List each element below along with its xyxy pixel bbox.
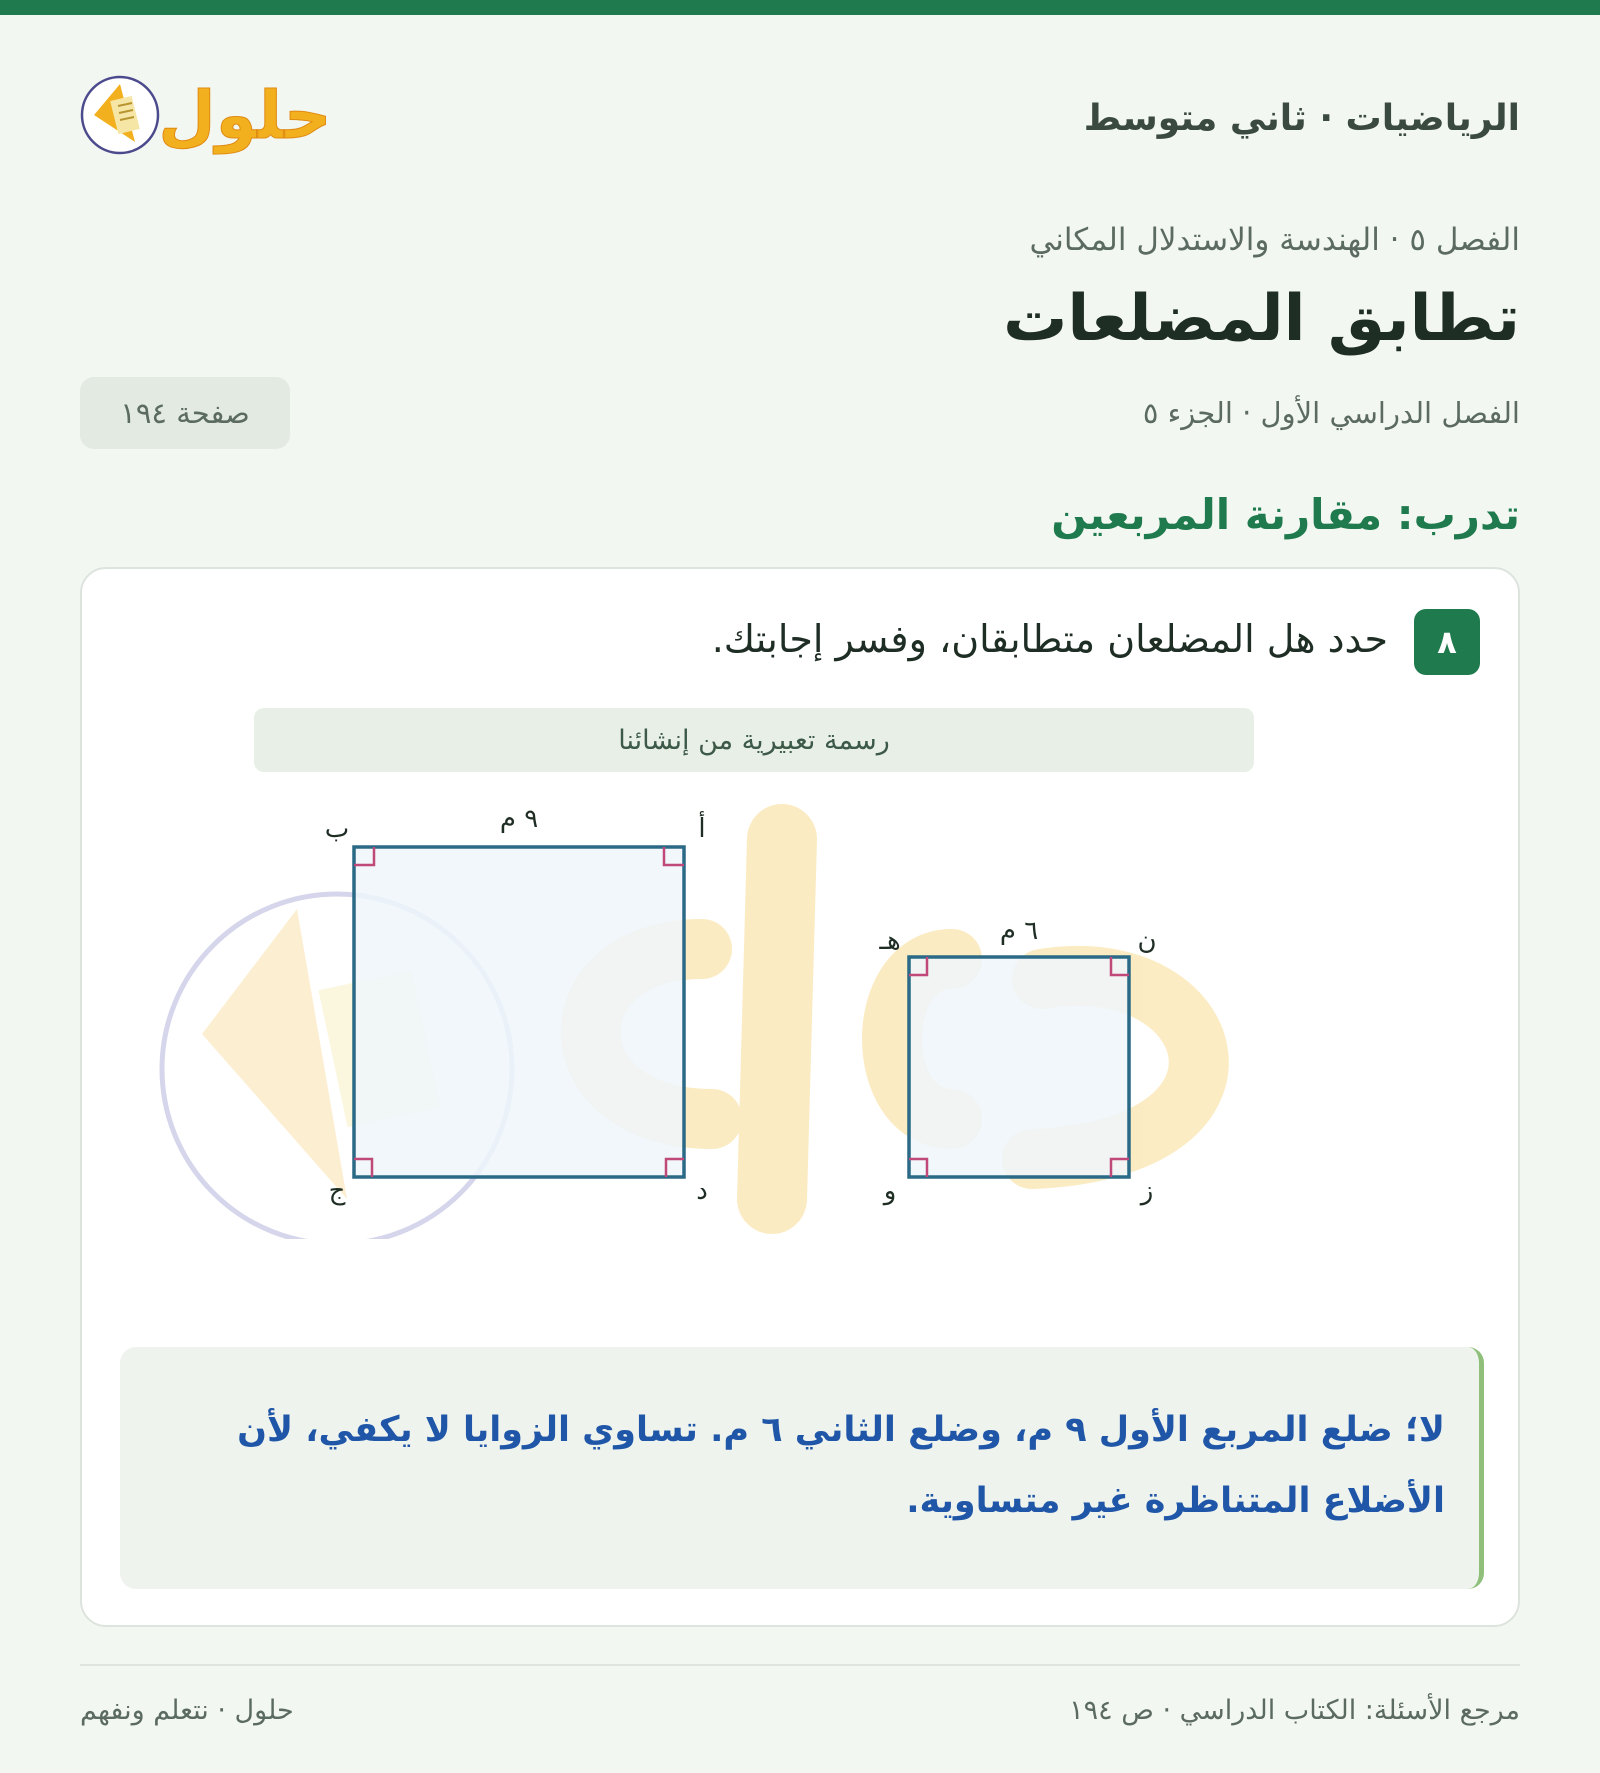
vertex-noon: ن <box>1137 926 1157 956</box>
subject-label: الرياضيات · ثاني متوسط <box>1083 98 1520 139</box>
illustration-note: رسمة تعبيرية من إنشائنا <box>254 708 1254 772</box>
side-label-9m: ٩ م <box>499 804 539 834</box>
page-badge: صفحة ١٩٤ <box>80 377 290 449</box>
squares-figure <box>82 799 1520 1239</box>
vertex-ha: هـ <box>879 926 901 956</box>
page-header <box>80 70 1520 180</box>
svg-text:حلول: حلول <box>158 77 332 154</box>
vertex-waw: و <box>883 1176 897 1206</box>
footer-brand: حلول · نتعلم ونفهم <box>80 1695 294 1726</box>
footer-divider <box>80 1664 1520 1666</box>
semester-label: الفصل الدراسي الأول · الجزء ٥ <box>1142 396 1520 430</box>
footer-reference: مرجع الأسئلة: الكتاب الدراسي · ص ١٩٤ <box>1069 1695 1520 1726</box>
square-nhwz <box>878 916 1156 1206</box>
vertex-alef: أ <box>698 814 706 844</box>
square-abcd <box>325 804 708 1206</box>
vertex-jeem: ج <box>328 1176 346 1206</box>
answer-text: لا؛ ضلع المربع الأول ٩ م، وضلع الثاني ٦ م. تساوي الزوايا لا يكفي، لأن الأضلاع المتناظرة غير متساوية. <box>237 1410 1445 1521</box>
lesson-title: تطابق المضلعات <box>1003 282 1520 356</box>
answer-box <box>120 1347 1484 1589</box>
hulul-logo[interactable] <box>80 70 370 180</box>
vertex-dal: د <box>696 1176 708 1206</box>
side-label-6m: ٦ م <box>999 916 1039 946</box>
top-accent-bar <box>0 0 1600 15</box>
section-title: تدرب: مقارنة المربعين <box>1051 490 1520 539</box>
question-card <box>80 567 1520 1627</box>
vertex-zay: ز <box>1140 1176 1154 1206</box>
vertex-ba: ب <box>324 814 350 844</box>
question-text: حدد هل المضلعان متطابقان، وفسر إجابتك. <box>711 617 1388 661</box>
chapter-label: الفصل ٥ · الهندسة والاستدلال المكاني <box>1029 222 1520 258</box>
question-number-badge: ٨ <box>1414 609 1480 675</box>
